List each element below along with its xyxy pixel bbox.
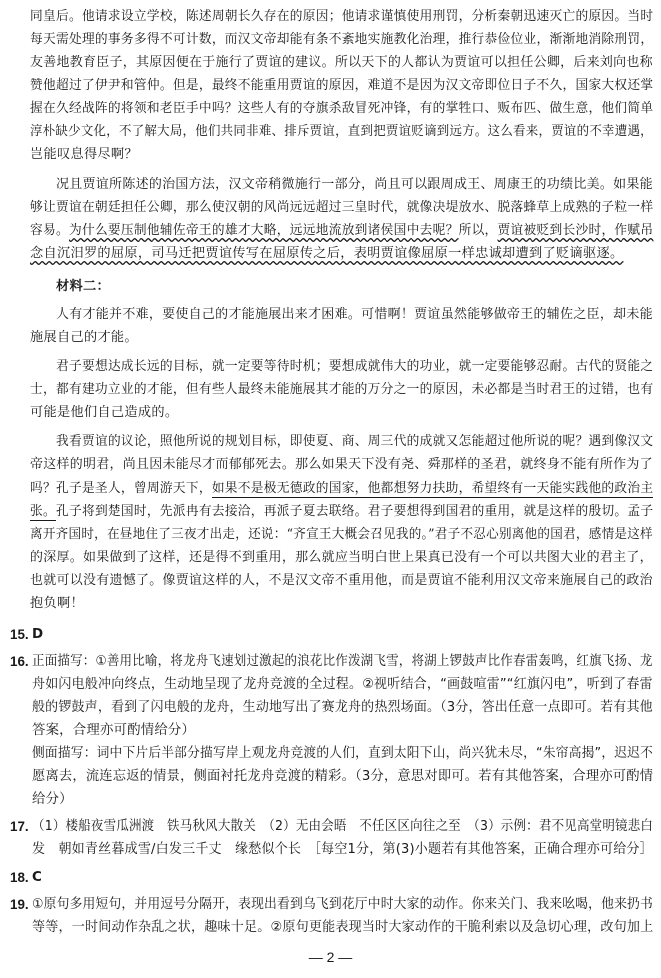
plain-text: 孔子将到楚国时，先派冉有去接洽，再派子夏去联络。君子要想得到国君的重用，就是这样的殷切。孟子 bbox=[55, 504, 654, 519]
answer-line: 正面描写：①善用比喻，将龙舟飞速划过激起的浪花比作泼湖飞雪，将湖上锣鼓声比作春雷轰鸣，红旗飞扬、龙 bbox=[32, 654, 653, 669]
passage-line: 每天需处理的事务多得不可计数，而汉文帝却能有条不紊地实施教化治理，推行恭俭位业，渐渐地消除刑罚， bbox=[30, 32, 654, 47]
answer-line: 舟如闪电般冲向终点，生动地呈现了龙舟竞渡的全过程。②视听结合，“画鼓喧雷”“红旗闪电”，听到了春雷 bbox=[32, 677, 653, 692]
passage-line: 淳朴缺少文化，不了解大局，他们共同非难、排斥贾谊，直到把贾谊贬谪到远方。这么看来，贾谊的不幸遭遇， bbox=[30, 124, 653, 139]
passage-line: 士，都有建功立业的才能，但有些人最终未能施展其才能的万分之一的原因，未必都是当时君王的过错，也有 bbox=[30, 382, 654, 397]
passage-line: 友善地教育臣子，其原因便在于施行了贾谊的建议。所以天下的人都认为贾谊可以担任公卿，后来刘向也称 bbox=[30, 55, 653, 70]
passage-line-underlined bbox=[30, 481, 653, 497]
answer-line: 答案，合理亦可酌情给分） bbox=[32, 723, 196, 738]
answer-line: 等等，一时间动作杂乱之状，趣味十足。②原句更能表现当时大家动作的干脆利索以及急切心理，改句加上 bbox=[32, 920, 654, 935]
answer-line: 侧面描写：词中下片后半部分描写岸上观龙舟竞渡的人们，直到太阳下山，尚兴犹未尽，“朱帘高揭”，迟迟不 bbox=[32, 746, 654, 761]
passage-line: 施展自己的才能。 bbox=[30, 330, 138, 345]
passage-line: 况且贾谊所陈述的治国方法，汉文帝稍微施行一部分，尚且可以跟周成王、周康王的功绩比美。如果能 bbox=[56, 177, 653, 192]
question-number: 16. bbox=[10, 654, 29, 669]
passage-line: 握在久经战阵的将领和老臣手中吗？这些人有的夺旗杀敌冒死冲锋，有的掌牲口、贩布匹、做生意，他们简单 bbox=[30, 101, 654, 116]
answer-line: （1）楼船夜雪瓜洲渡 铁马秋风大散关 （2）无由会晤 不任区区向往之至 （3）示例：君不见高堂明镜悲白 bbox=[32, 819, 654, 834]
plain-text: 吗？孔子是圣人，曾周游天下， bbox=[30, 481, 212, 496]
passage-line: 也就可以没有遗憾了。像贾谊这样的人，不是汉文帝不重用他，而是贾谊不能利用汉文帝来施展自己的政治 bbox=[30, 573, 653, 588]
answer-line: ①原句多用短句，并用逗号分隔开，表现出看到乌飞到花厅中时大家的动作。你来关门、我来吆喝，他来扔书 bbox=[32, 897, 653, 912]
passage-line: 人有才能并不难，要使自己的才能施展出来才困难。可惜啊！贾谊虽然能够做帝王的辅佐之臣，却未能 bbox=[56, 307, 653, 322]
passage-line-underlined bbox=[30, 246, 623, 262]
passage-line: 岂能叹息得尽啊？ bbox=[30, 147, 138, 162]
underlined-text: 张。 bbox=[30, 504, 56, 519]
question-number: 17. bbox=[10, 819, 29, 834]
question-number: 15. bbox=[10, 627, 29, 642]
wavy-underlined-text: 为什么要压制他辅佐帝王的雄才大略，远远地流放到诸侯国中去呢？ bbox=[68, 223, 459, 238]
passage-line: 君子要想达成长远的目标，就一定要等待时机；要想成就伟大的功业，就一定要能够忍耐。古代的贤能之 bbox=[56, 359, 654, 374]
plain-text: 所以， bbox=[458, 223, 498, 238]
answer-line: 给分） bbox=[32, 792, 73, 807]
passage-line: 帝这样的明君，尚且因未能尽才而郁郁死去。那么如果天下没有尧、舜那样的圣君，就终身不能有所作为了 bbox=[30, 457, 653, 472]
question-number: 18. bbox=[10, 870, 29, 885]
passage-line: 赞他超过了伊尹和管仲。但是，最终不能重用贾谊的原因，难道不是因为汉文帝即位日子不久，国家大权还掌 bbox=[30, 78, 654, 93]
passage-line: 我看贾谊的议论，照他所说的规划目标，即使夏、商、周三代的成就又怎能超过他所说的呢？遇到像汉文 bbox=[56, 434, 654, 449]
passage-line: 抱负啊！ bbox=[30, 596, 84, 611]
passage-line: 同皇后。他请求设立学校，陈述周朝长久存在的原因；他请求谨慎使用刑罚，分析秦朝迅速灭亡的原因。当时 bbox=[30, 9, 654, 24]
material-heading: 材料二： bbox=[56, 279, 110, 294]
passage-line: 的深厚。如果做到了这样，还是得不到重用，那么就应当明白世上果真已没有一个可以共图大业的君主了， bbox=[30, 550, 653, 565]
plain-text: 容易。 bbox=[30, 223, 69, 238]
passage-line: 够让贾谊在朝廷担任公卿，那么使汉朝的风尚远远超过三皇时代，就像决堤放水、脱落蜂草上成熟的子粒一样 bbox=[30, 200, 654, 215]
passage-line-underlined bbox=[30, 504, 653, 520]
answer-text: D bbox=[32, 627, 44, 642]
underlined-text: 如果不是极无德政的国家，他都想努力扶助，希望终有一天能实践他的政治主 bbox=[211, 481, 654, 496]
answer-line: 发 朝如青丝暮成雪/白发三千丈 缘愁似个长 ［每空1分，第(3)小题若有其他答案，正确合理亦可给分］ bbox=[32, 842, 653, 857]
wavy-underlined-text: 贾谊被贬到长沙时，作赋吊 bbox=[497, 223, 654, 238]
passage-line: 可能是他们自己造成的。 bbox=[30, 405, 179, 420]
answer-text: C bbox=[32, 870, 43, 885]
question-number: 19. bbox=[10, 897, 29, 912]
passage-line-underlined bbox=[30, 223, 653, 239]
passage-line: 离开齐国时，在昼地住了三夜才出走，还说：“齐宣王大概会召见我的。”君子不忍心别离他的国君，感情是这样 bbox=[30, 527, 653, 542]
answer-line: 愿离去，流连忘返的情景，侧面衬托龙舟竞渡的精彩。（3分，意思对即可。若有其他答案，合理亦可酌情 bbox=[32, 769, 654, 784]
wavy-underlined-text: 念自沉汨罗的屈原，司马迁把贾谊传写在屈原传之后，表明贾谊像屈原一样忠诚却遭到了贬谪驱逐。 bbox=[30, 246, 624, 261]
page-number: — 2 — bbox=[308, 949, 353, 965]
answer-line: 般的锣鼓声，看到了闪电般的龙舟，生动地写出了赛龙舟的热烈场面。（3分，答出任意一点即可。若有其他 bbox=[32, 700, 653, 715]
